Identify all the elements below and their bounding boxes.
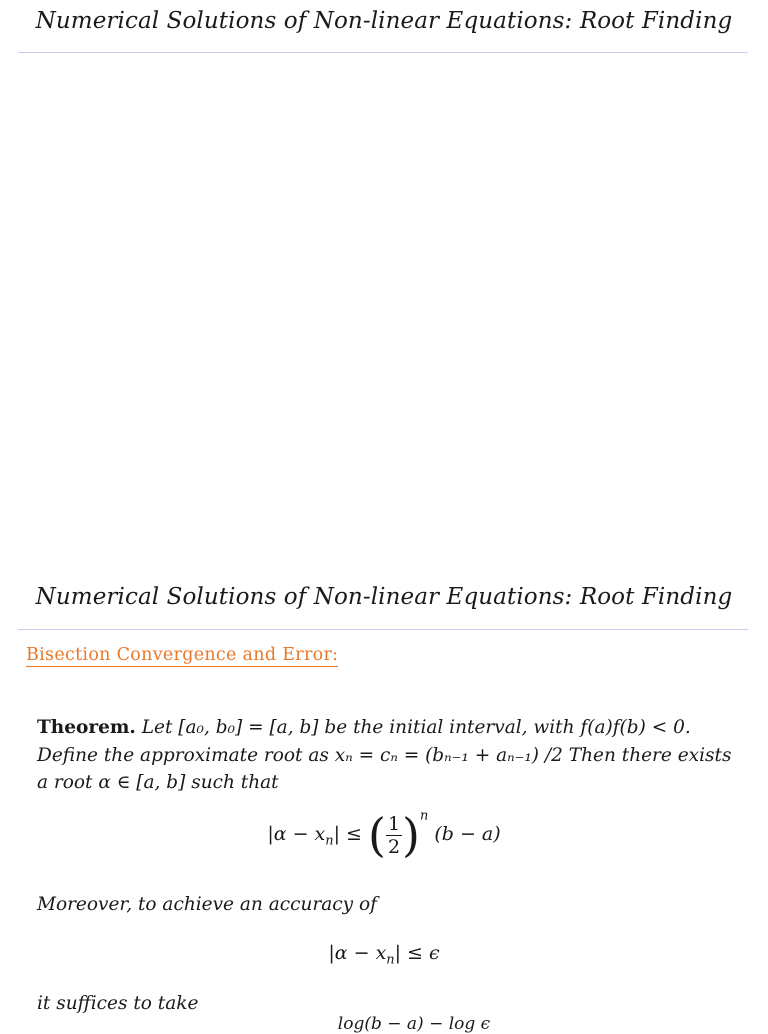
- theorem-line-1: [37, 714, 767, 742]
- slide-title: Numerical Solutions of Non-linear Equations: Root Finding: [35, 8, 733, 34]
- moreover-text: Moreover, to achieve an accuracy of: [37, 894, 377, 915]
- theorem-line-3: a root α ∈ [a, b] such that: [37, 772, 279, 793]
- slide-title: Numerical Solutions of Non-linear Equations: Root Finding: [35, 584, 733, 610]
- slide-bottom: [0, 576, 768, 1034]
- theorem-line-1-text: Let [a₀, b₀] = [a, b] be the initial interval, with f(a)f(b) < 0.: [141, 717, 691, 738]
- error-bound-equation: $|\alpha - x_n|$ ≤ ( $\frac{1}{2}$ )$^n$ (b − a): [267, 808, 501, 862]
- title-rule: [18, 52, 748, 53]
- theorem-line-2: Define the approximate root as xₙ = cₙ = (bₙ₋₁ + aₙ₋₁) /2 Then there exists: [37, 744, 732, 766]
- accuracy-equation: $|\alpha - x_n| \le \epsilon$: [328, 942, 440, 968]
- theorem-paragraph: [37, 714, 767, 797]
- section-heading: Bisection Convergence and Error:: [26, 645, 339, 665]
- suffices-text: it suffices to take: [37, 993, 199, 1014]
- title-rule: [18, 629, 748, 630]
- iteration-count-equation: log(b − a) − log ϵ: [337, 1014, 491, 1034]
- theorem-label: Theorem.: [37, 717, 136, 738]
